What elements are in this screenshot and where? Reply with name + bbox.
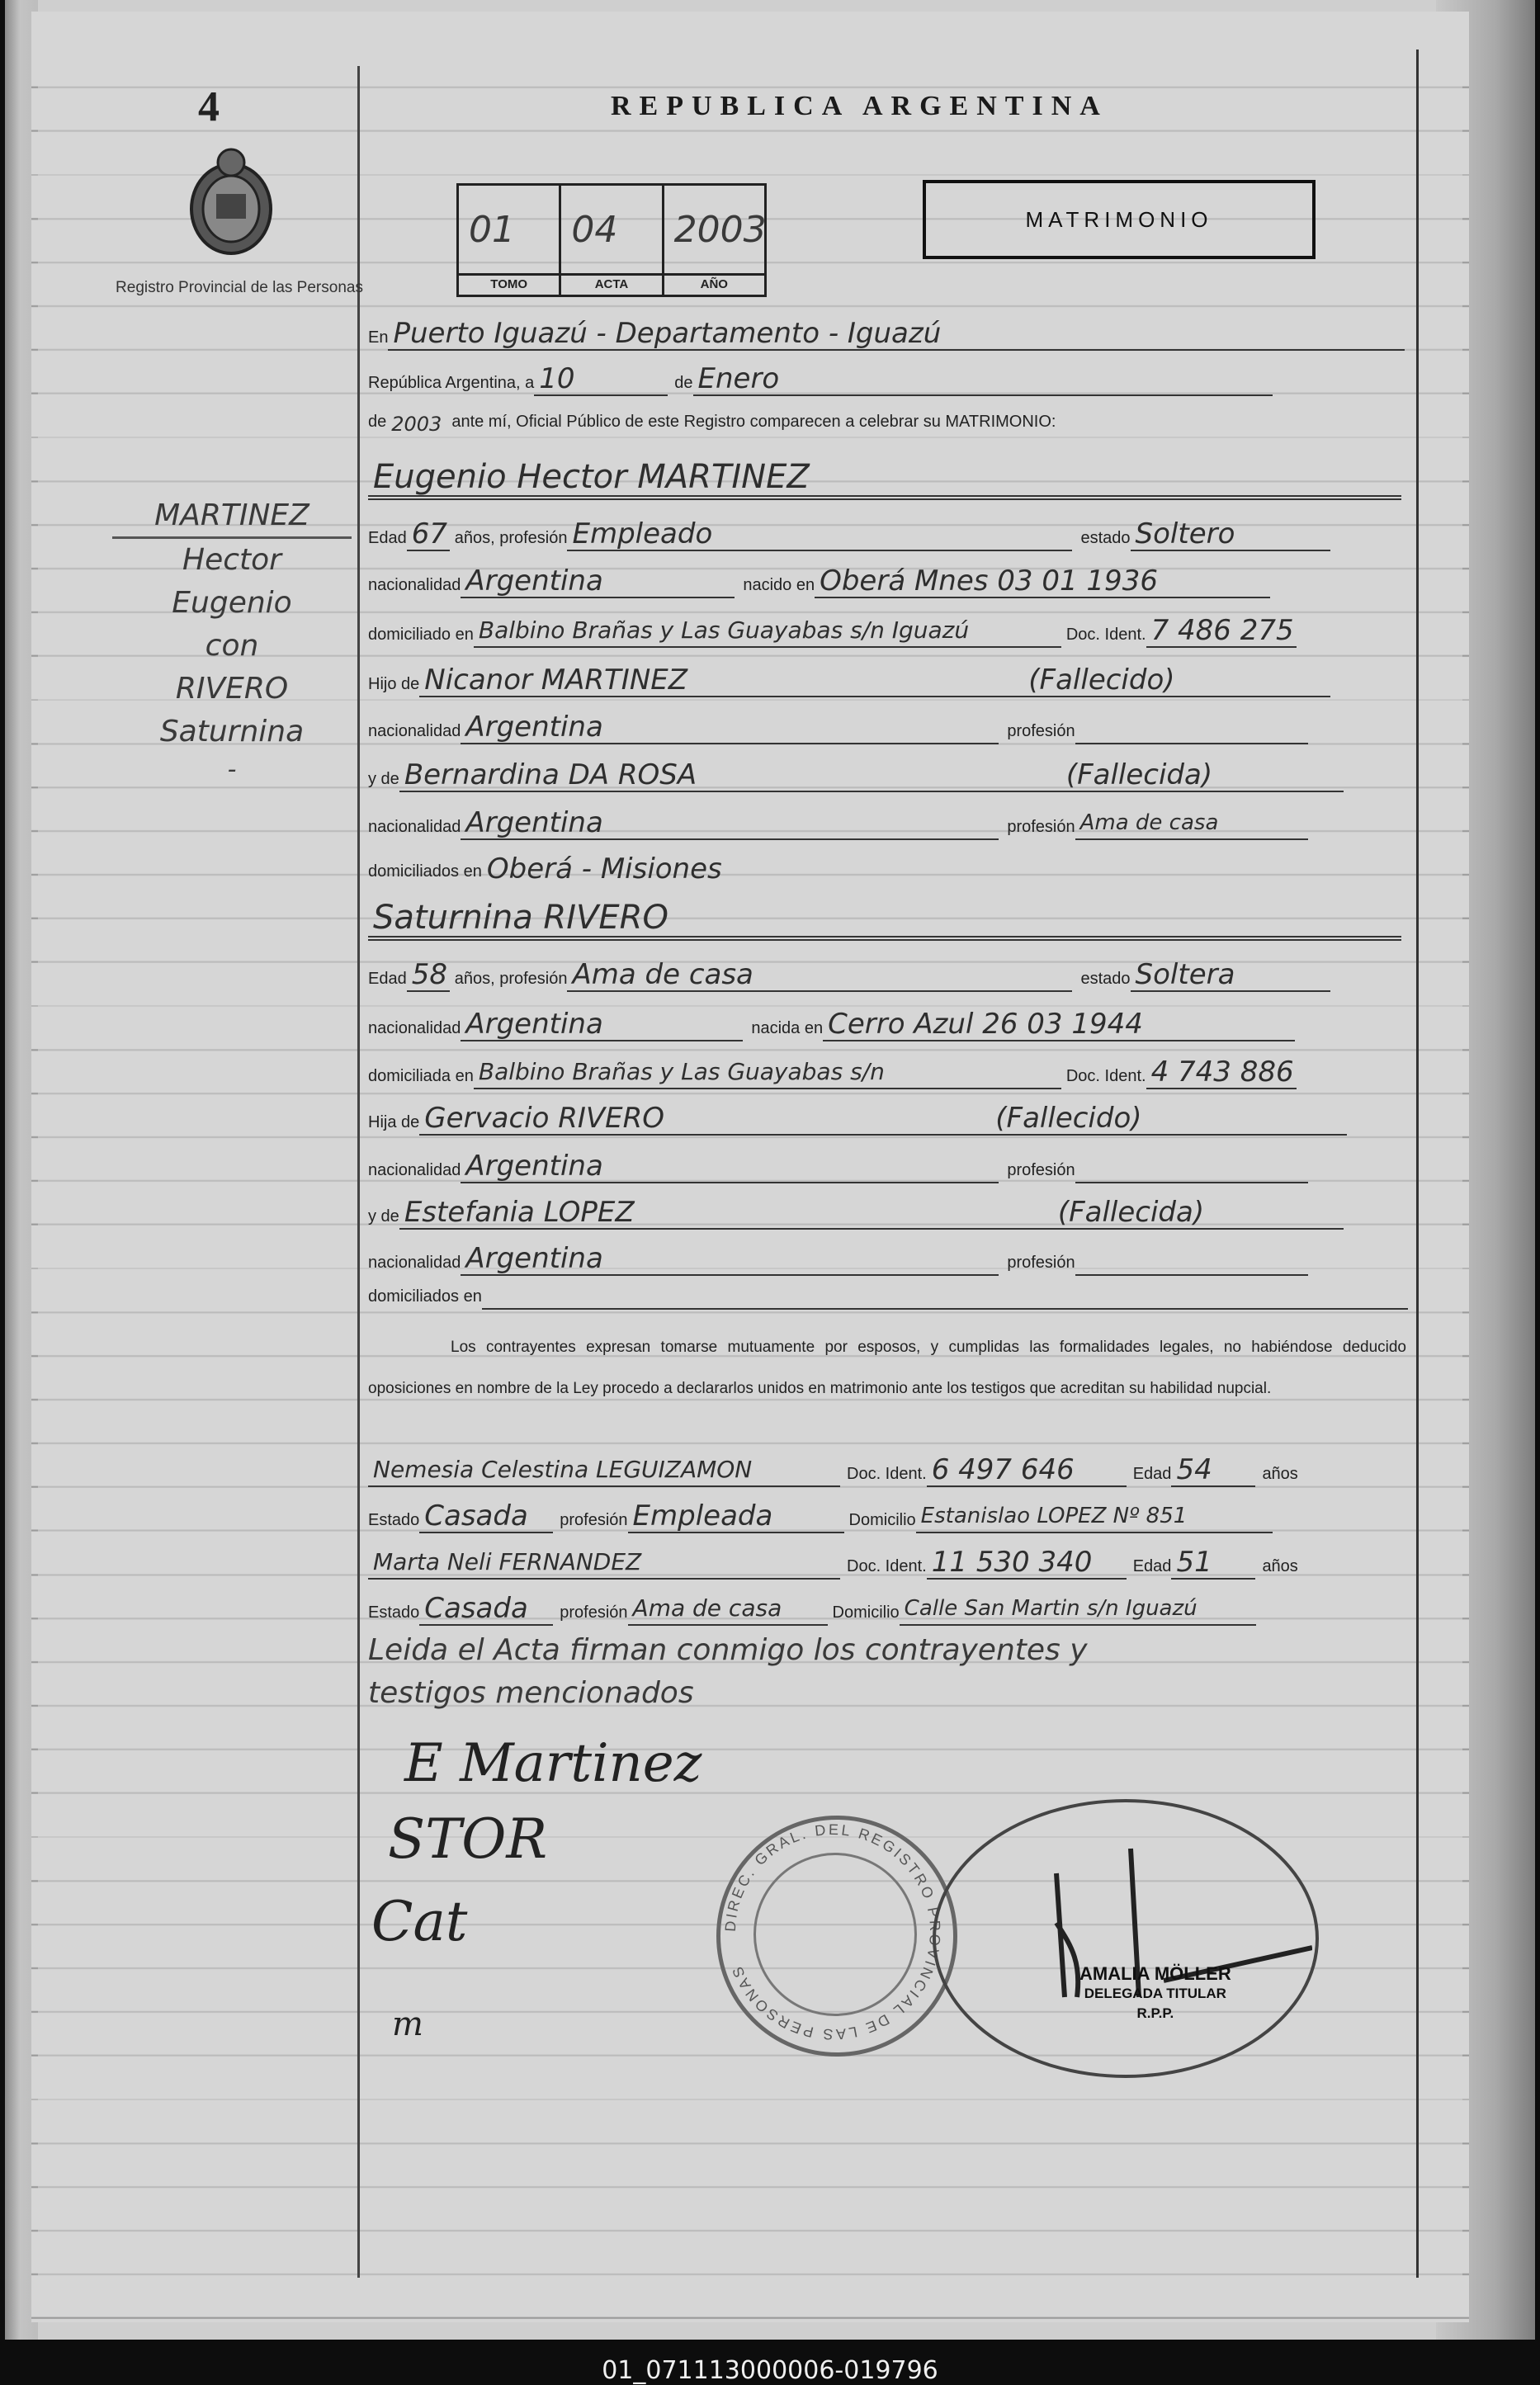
bride-mother-field: Estefania LOPEZ — [399, 1197, 1053, 1230]
profesion-label: profesión — [1007, 722, 1075, 740]
row-groom-mother-nat — [368, 807, 1308, 840]
bride-mother-status: (Fallecida) — [1053, 1197, 1344, 1230]
witness1-estado: Casada — [419, 1500, 553, 1533]
closing-note-line2: testigos mencionados — [368, 1676, 694, 1710]
bride-birth-field: Cerro Azul 26 03 1944 — [823, 1008, 1295, 1041]
nacionalidad-label: nacionalidad — [368, 576, 461, 594]
anos-profesion-label: años, profesión — [454, 970, 568, 988]
groom-mother-nat-field: Argentina — [461, 807, 999, 840]
profesion-label: profesión — [1007, 1161, 1075, 1179]
acta-cell — [561, 186, 664, 295]
witness1-address: Estanislao LOPEZ Nº 851 — [916, 1500, 1273, 1533]
row-bride-age — [368, 959, 1330, 992]
official-signature-stroke — [933, 1799, 1312, 2071]
official-name-stamp — [1079, 1964, 1231, 2024]
nacionalidad-label: nacionalidad — [368, 722, 461, 740]
domiciliados-label: domiciliados en — [368, 1287, 482, 1306]
groom-name-field: Eugenio Hector MARTINEZ — [368, 459, 1401, 500]
witness2-estado: Casada — [419, 1593, 553, 1626]
day-field: 10 — [534, 363, 668, 396]
witness2-age: 51 — [1171, 1547, 1255, 1580]
bride-father-field: Gervacio RIVERO — [419, 1103, 990, 1136]
hijo-label: Hijo de — [368, 675, 420, 693]
doc-label: Doc. Ident. — [847, 1557, 927, 1575]
nacionalidad-label: nacionalidad — [368, 1254, 461, 1272]
nacionalidad-label: nacionalidad — [368, 1019, 461, 1037]
row-witness2 — [368, 1547, 1298, 1580]
right-border — [1416, 50, 1419, 2278]
groom-address-field: Balbino Brañas y Las Guayabas s/n Iguazú — [474, 615, 1061, 648]
ano-label: AÑO — [664, 273, 764, 291]
margin-note-line: MARTINEZ — [112, 495, 352, 539]
ano-cell — [664, 186, 767, 295]
record-type-box: MATRIMONIO — [923, 180, 1316, 259]
hija-label: Hija de — [368, 1113, 420, 1131]
edad-label: Edad — [368, 529, 407, 547]
domicilio-label: Domicilio — [848, 1511, 916, 1529]
margin-note-line: - — [227, 755, 237, 784]
bride-mother-prof-field — [1075, 1274, 1308, 1276]
y-de-label: y de — [368, 770, 399, 788]
anos-label: años — [1262, 1557, 1298, 1575]
nacida-label: nacida en — [751, 1019, 824, 1037]
official-signature-stamp — [933, 1799, 1319, 2078]
row-bride-mother — [368, 1197, 1344, 1230]
bride-profession-field: Ama de casa — [567, 959, 1072, 992]
bride-nationality-field: Argentina — [461, 1008, 743, 1041]
witness2-doc: 11 530 340 — [927, 1547, 1127, 1580]
groom-father-nat-field: Argentina — [461, 711, 999, 744]
tomo-label: TOMO — [459, 273, 559, 291]
statement-label: ante mí, Oficial Público de este Registro comparecen a celebrar su MATRIMONIO: — [451, 413, 1056, 431]
bride-father-prof-field — [1075, 1182, 1308, 1183]
margin-note-line: RIVERO — [175, 672, 289, 706]
margin-note — [112, 495, 352, 786]
bride-father-status: (Fallecido) — [990, 1103, 1347, 1136]
margin-note-line: Hector — [182, 543, 281, 577]
anos-label: años — [1262, 1465, 1298, 1483]
page-number: 4 — [198, 83, 220, 130]
y-de-label: y de — [368, 1207, 399, 1226]
edad-label: Edad — [1132, 1557, 1172, 1575]
groom-mother-prof-field: Ama de casa — [1075, 807, 1308, 840]
domiciliados-label: domiciliados en — [368, 862, 482, 881]
bride-doc-field: 4 743 886 — [1146, 1056, 1297, 1089]
row-bride-father — [368, 1103, 1347, 1136]
year-field: 2003 — [391, 413, 442, 436]
registry-name: Registro Provincial de las Personas — [116, 279, 363, 296]
row-year — [368, 413, 1056, 435]
row-date — [368, 363, 1273, 396]
profesion-label: profesión — [560, 1603, 628, 1622]
row-place — [368, 318, 1405, 351]
row-bride-father-nat — [368, 1150, 1308, 1183]
profesion-label: profesión — [1007, 1254, 1075, 1272]
witness2-address: Calle San Martin s/n Iguazú — [900, 1593, 1256, 1626]
doc-label: Doc. Ident. — [1065, 626, 1146, 644]
country-title: REPUBLICA ARGENTINA — [611, 91, 1108, 121]
groom-nationality-field: Argentina — [461, 565, 735, 598]
row-bride-name — [368, 900, 1401, 941]
witness2-name: Marta Neli FERNANDEZ — [368, 1547, 840, 1580]
groom-parents-address-field: Oberá - Misiones — [486, 852, 722, 886]
groom-father-status: (Fallecido) — [1023, 664, 1330, 697]
groom-profession-field: Empleado — [567, 518, 1072, 551]
witness1-doc: 6 497 646 — [927, 1454, 1127, 1487]
witness1-profession: Empleada — [628, 1500, 844, 1533]
row-groom-parents-address — [368, 853, 1408, 885]
official-title: DELEGADA TITULAR — [1084, 1986, 1226, 2001]
groom-mother-status: (Fallecida) — [1061, 759, 1344, 792]
witness1-name: Nemesia Celestina LEGUIZAMON — [368, 1454, 840, 1487]
signature-groom: E Martinez — [404, 1733, 702, 1794]
groom-estado-field: Soltero — [1131, 518, 1330, 551]
tomo-cell — [459, 186, 561, 295]
margin-note-line: Saturnina — [159, 715, 305, 749]
record-id-box — [456, 183, 767, 297]
closing-note-line1: Leida el Acta firman conmigo los contrayentes y — [368, 1633, 1088, 1667]
acta-value: 04 — [571, 209, 618, 251]
doc-label: Doc. Ident. — [1065, 1067, 1146, 1085]
edad-label: Edad — [1132, 1465, 1172, 1483]
image-id-footer: 01_071113000006-019796 — [602, 2356, 938, 2385]
official-name: AMALIA MÖLLER — [1079, 1963, 1231, 1984]
witness1-age: 54 — [1171, 1454, 1255, 1487]
bride-age-field: 58 — [407, 959, 450, 992]
groom-father-field: Nicanor MARTINEZ — [419, 664, 1023, 697]
row-groom-father-nat — [368, 711, 1308, 744]
en-label: En — [368, 328, 389, 347]
domiciliado-label: domiciliado en — [368, 626, 474, 644]
estado-label: estado — [1080, 529, 1131, 547]
margin-note-line: con — [205, 629, 259, 663]
anos-profesion-label: años, profesión — [454, 529, 568, 547]
stamp-round-text-path: DIREC. GRAL. DEL REGISTRO PROVINCIAL DE LAS PERSONAS — [721, 1821, 944, 2043]
row-bride-address — [368, 1056, 1297, 1089]
row-groom-father — [368, 664, 1330, 697]
republic-label: República Argentina, a — [368, 374, 535, 392]
signature-witness2: m — [392, 2005, 423, 2043]
row-witness2-details — [368, 1593, 1256, 1626]
groom-doc-field: 7 486 275 — [1146, 615, 1297, 648]
year-prefix: de — [368, 413, 387, 431]
row-witness1-details — [368, 1500, 1273, 1533]
province-seal-icon — [182, 144, 281, 260]
edad-label: Edad — [368, 970, 407, 988]
groom-birth-field: Oberá Mnes 03 01 1936 — [815, 565, 1270, 598]
month-field: Enero — [693, 363, 1273, 396]
row-groom-nationality — [368, 565, 1270, 598]
bride-parents-address-field — [482, 1308, 1408, 1310]
stamp-text-ring — [716, 1816, 949, 2048]
registry-round-stamp — [716, 1816, 957, 2057]
place-field: Puerto Iguazú - Departamento - Iguazú — [388, 318, 1405, 351]
estado-label: Estado — [368, 1511, 420, 1529]
nacionalidad-label: nacionalidad — [368, 818, 461, 836]
row-groom-name — [368, 459, 1401, 500]
bride-estado-field: Soltera — [1131, 959, 1330, 992]
margin-divider — [357, 66, 360, 2278]
row-bride-mother-nat — [368, 1243, 1308, 1276]
groom-mother-field: Bernardina DA ROSA — [399, 759, 1061, 792]
nacionalidad-label: nacionalidad — [368, 1161, 461, 1179]
row-bride-nationality — [368, 1008, 1295, 1041]
row-bride-parents-address — [368, 1287, 1408, 1310]
domicilio-label: Domicilio — [832, 1603, 900, 1622]
de-label: de — [674, 374, 693, 392]
witness2-profession: Ama de casa — [628, 1593, 828, 1626]
bride-name-field: Saturnina RIVERO — [368, 900, 1401, 941]
row-groom-address — [368, 615, 1297, 648]
nacido-label: nacido en — [743, 576, 815, 594]
row-groom-age — [368, 518, 1330, 551]
profesion-label: profesión — [1007, 818, 1075, 836]
groom-age-field: 67 — [407, 518, 450, 551]
declaration-text: Los contrayentes expresan tomarse mutuamente por esposos, y cumplidas las formalidades legales, no habiéndose deducido oposiciones en nombre de la Ley procedo a declararlos unidos en matrimonio ante los testigos que acreditan su habilidad nupcial. — [368, 1339, 1406, 1397]
tomo-value: 01 — [469, 209, 515, 251]
stamp-round-text — [722, 1821, 943, 2043]
row-witness1 — [368, 1454, 1298, 1487]
acta-label: ACTA — [561, 273, 661, 291]
official-office: R.P.P. — [1136, 2005, 1174, 2021]
bride-mother-nat-field: Argentina — [461, 1243, 999, 1276]
bride-address-field: Balbino Brañas y Las Guayabas s/n — [474, 1056, 1061, 1089]
signature-witness: Cat — [371, 1890, 468, 1953]
doc-label: Doc. Ident. — [847, 1465, 927, 1483]
row-groom-mother — [368, 759, 1344, 792]
ano-value: 2003 — [673, 209, 767, 251]
profesion-label: profesión — [560, 1511, 628, 1529]
groom-father-prof-field — [1075, 743, 1308, 744]
signature-bride: STOR — [388, 1807, 548, 1871]
estado-label: Estado — [368, 1603, 420, 1622]
bride-father-nat-field: Argentina — [461, 1150, 999, 1183]
margin-note-line: Eugenio — [172, 586, 292, 620]
domiciliada-label: domiciliada en — [368, 1067, 474, 1085]
estado-label: estado — [1080, 970, 1131, 988]
